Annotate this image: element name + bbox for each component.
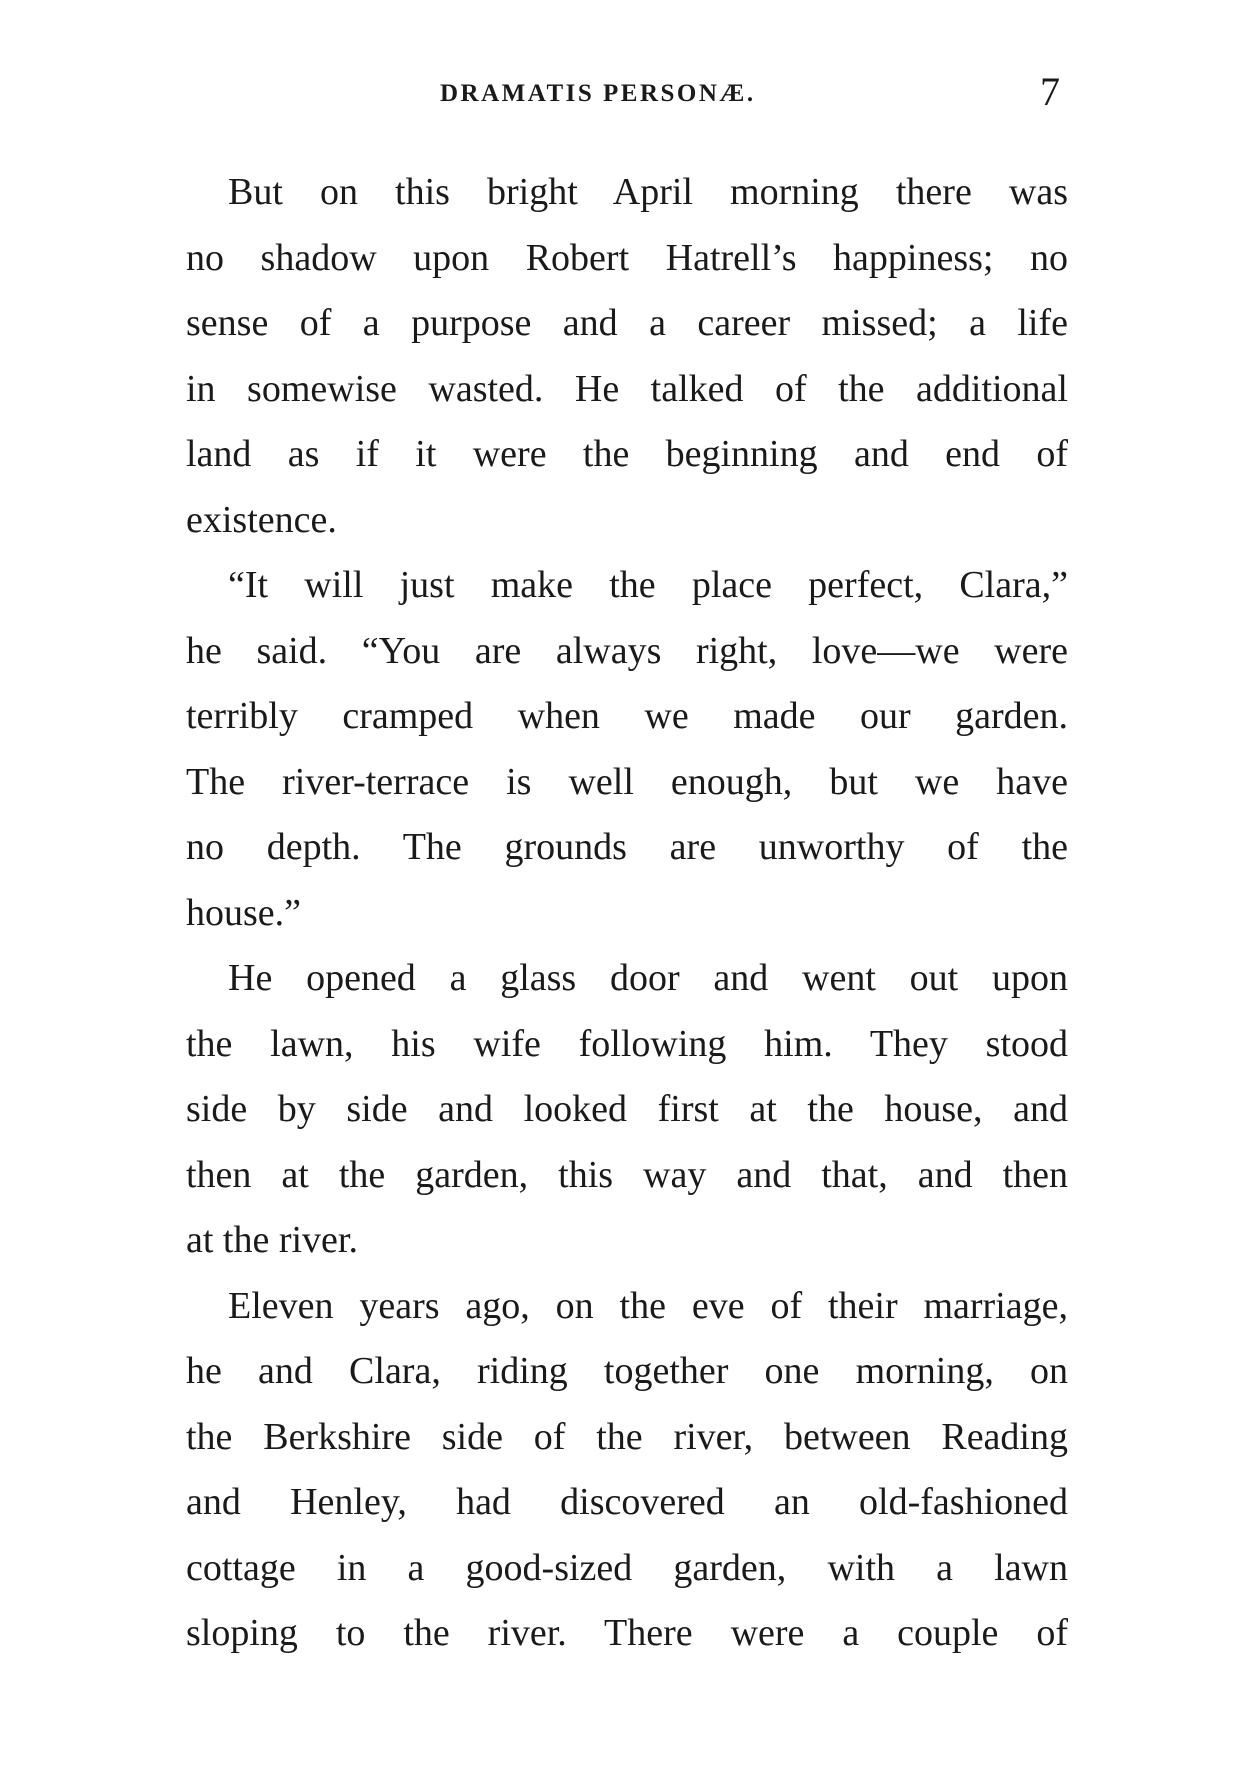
- text-line: in somewise wasted. He talked of the additional: [186, 367, 1068, 410]
- text-line: sloping to the river. There were a couple of: [186, 1612, 1068, 1654]
- text-line: the Berkshire side of the river, between Reading: [186, 1415, 1068, 1458]
- text-line: terribly cramped when we made our garden.: [186, 695, 1068, 737]
- text-line: he and Clara, riding together one morning, on: [186, 1350, 1068, 1392]
- text-line: no shadow upon Robert Hatrell’s happiness; no: [186, 236, 1068, 279]
- text-line: But on this bright April morning there was: [228, 171, 1068, 213]
- text-line: land as if it were the beginning and end of: [186, 433, 1068, 475]
- running-title: DRAMATIS PERSONÆ.: [440, 80, 756, 107]
- text-line: cottage in a good-sized garden, with a lawn: [186, 1546, 1068, 1589]
- text-line: then at the garden, this way and that, and then: [186, 1153, 1068, 1196]
- text-line: existence.: [186, 498, 337, 541]
- text-line: Eleven years ago, on the eve of their marriage,: [228, 1284, 1068, 1327]
- text-line: side by side and looked first at the house, and: [186, 1088, 1068, 1130]
- text-line: sense of a purpose and a career missed; a life: [186, 302, 1068, 344]
- text-line: the lawn, his wife following him. They stood: [186, 1022, 1068, 1065]
- text-line: he said. “You are always right, love—we were: [186, 629, 1068, 672]
- text-line: no depth. The grounds are unworthy of the: [186, 826, 1068, 868]
- text-line: “It will just make the place perfect, Clara,”: [228, 564, 1068, 606]
- running-head: [186, 69, 1066, 122]
- body-text: [186, 160, 1068, 1667]
- text-line: house.”: [186, 891, 302, 934]
- text-line: He opened a glass door and went out upon: [228, 957, 1068, 999]
- text-line: at the river.: [186, 1219, 358, 1261]
- text-line: and Henley, had discovered an old-fashioned: [186, 1481, 1068, 1523]
- page-number: 7: [1040, 69, 1060, 114]
- text-line: The river-terrace is well enough, but we have: [186, 760, 1068, 803]
